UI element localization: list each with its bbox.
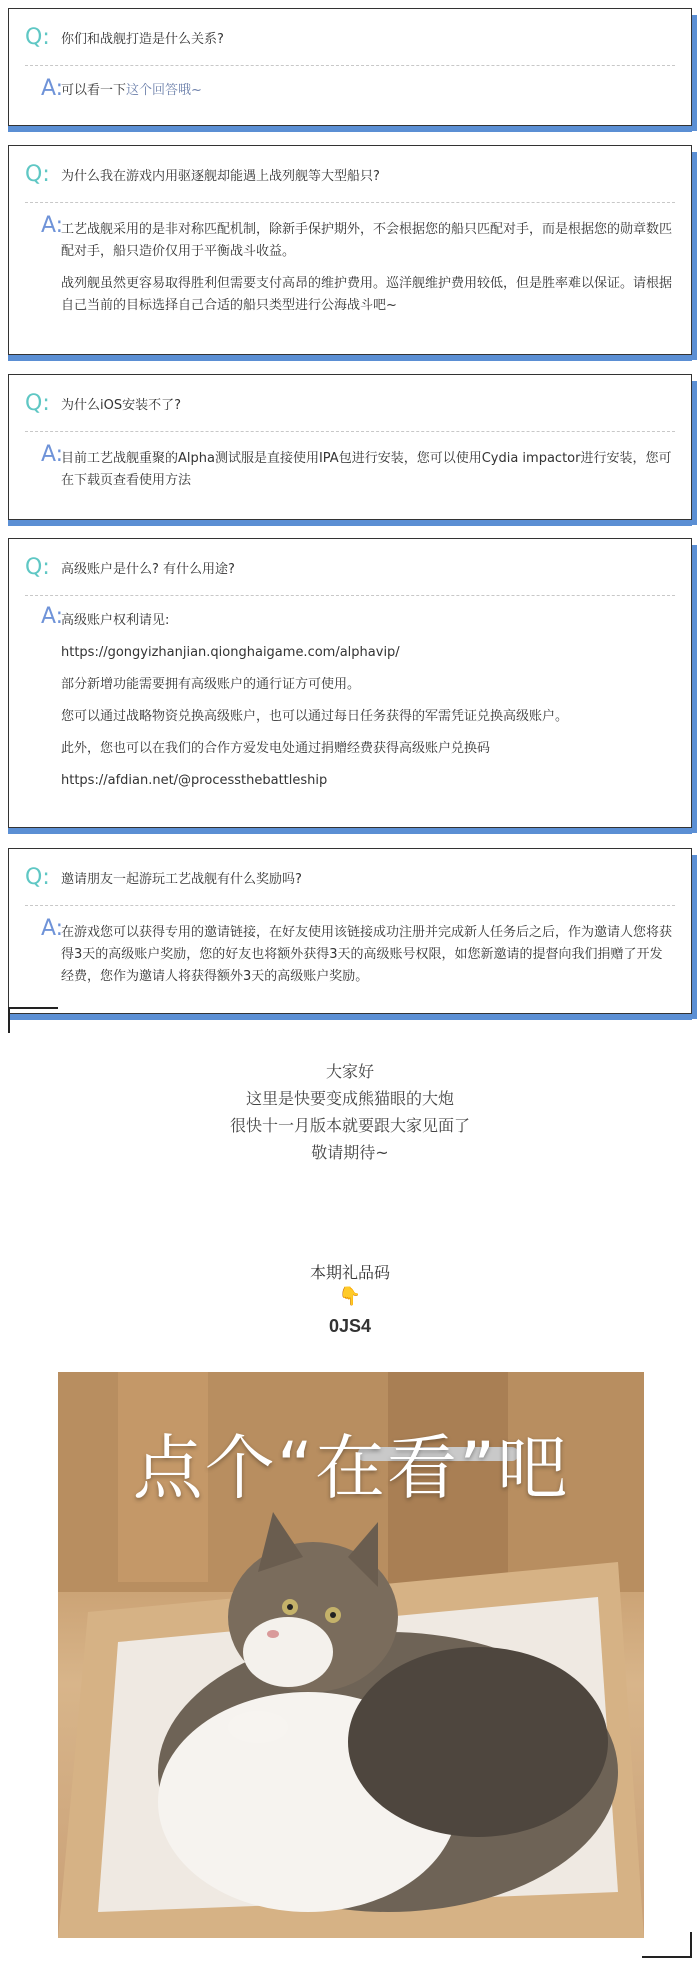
vip-link[interactable]: https://gongyizhanjian.qionghaigame.com/alphavip/ bbox=[61, 645, 400, 660]
answer-paragraph: 战列舰虽然更容易取得胜利但需要支付高昂的维护费用。巡洋舰维护费用较低，但是胜率难以保证。请根据自己当前的目标选择自己合适的船只类型进行公海战斗吧~ bbox=[61, 276, 673, 313]
answer-paragraph: 您可以通过战略物资兑换高级账户，也可以通过每日任务获得的军需凭证兑换高级账户。 bbox=[61, 709, 569, 724]
answer-paragraph: 工艺战舰采用的是非对称匹配机制，除新手保护期外，不会根据您的船只匹配对手，而是根据您的勋章数匹配对手，船只造价仅用于平衡战斗收益。 bbox=[61, 222, 673, 259]
answer-paragraph: 部分新增功能需要拥有高级账户的通行证方可使用。 bbox=[61, 677, 361, 692]
answer-paragraph: 此外，您也可以在我们的合作方爱发电处通过捐赠经费获得高级账户兑换码 bbox=[61, 741, 491, 756]
question-text: 你们和战舰打造是什么关系? bbox=[61, 31, 224, 47]
answer-link[interactable]: 这个回答哦~ bbox=[126, 83, 202, 98]
question-marker: Q: bbox=[25, 24, 50, 50]
faq-card-2 bbox=[8, 145, 692, 355]
afdian-link[interactable]: https://afdian.net/@processthebattleship bbox=[61, 773, 328, 788]
faq-card-1 bbox=[8, 8, 692, 126]
cat-photo bbox=[58, 1372, 644, 1938]
question-row bbox=[25, 849, 675, 906]
answer-text: 可以看一下 bbox=[61, 83, 127, 98]
answer-row bbox=[25, 203, 675, 331]
intro-line: 大家好 bbox=[325, 1062, 374, 1081]
question-marker: Q: bbox=[25, 161, 50, 187]
question-row bbox=[25, 375, 675, 432]
pointing-down-hand-icon: 👇 bbox=[338, 1286, 362, 1307]
answer-row bbox=[25, 906, 675, 1002]
question-row bbox=[25, 539, 675, 596]
answer-paragraph: 高级账户权利请见: bbox=[61, 613, 170, 628]
photo-caption: 点个“在看”吧 bbox=[132, 1427, 570, 1509]
answer-marker: A: bbox=[41, 76, 64, 101]
intro-line: 这里是快要变成熊猫眼的大炮 bbox=[245, 1089, 454, 1108]
intro-message bbox=[0, 1058, 700, 1166]
gift-code: 0JS4 bbox=[328, 1316, 372, 1336]
question-marker: Q: bbox=[25, 554, 50, 580]
answer-marker: A: bbox=[41, 604, 64, 629]
gift-code-title: 本期礼品码 bbox=[309, 1263, 390, 1282]
answer-marker: A: bbox=[41, 213, 64, 238]
question-text: 为什么iOS安装不了? bbox=[61, 397, 181, 413]
question-text: 高级账户是什么? 有什么用途? bbox=[61, 561, 235, 577]
question-row bbox=[25, 146, 675, 203]
answer-row bbox=[25, 596, 675, 806]
answer-paragraph: 在游戏您可以获得专用的邀请链接，在好友使用该链接成功注册并完成新人任务后之后，作为邀请人您将获得3天的高级账户奖励，您的好友也将额外获得3天的高级账号权限，如您新邀请的提督向我们捐赠了开发经费，您作为邀请人将获得额外3天的高级账户奖励。 bbox=[61, 925, 673, 984]
question-marker: Q: bbox=[25, 864, 50, 890]
corner-bracket-top-left bbox=[8, 1007, 58, 1033]
question-row bbox=[25, 9, 675, 66]
intro-line: 敬请期待~ bbox=[311, 1143, 389, 1162]
answer-marker: A: bbox=[41, 442, 64, 467]
answer-row bbox=[25, 432, 675, 506]
corner-bracket-bottom-right bbox=[642, 1932, 692, 1958]
intro-line: 很快十一月版本就要跟大家见面了 bbox=[229, 1116, 470, 1135]
faq-card-3 bbox=[8, 374, 692, 520]
question-marker: Q: bbox=[25, 390, 50, 416]
faq-card-4 bbox=[8, 538, 692, 828]
answer-paragraph: 目前工艺战舰重聚的Alpha测试服是直接使用IPA包进行安装，您可以使用Cydia impactor进行安装，您可在下载页查看使用方法 bbox=[61, 451, 672, 488]
faq-card-5 bbox=[8, 848, 692, 1014]
answer-marker: A: bbox=[41, 916, 64, 941]
question-text: 邀请朋友一起游玩工艺战舰有什么奖励吗? bbox=[61, 871, 302, 887]
question-text: 为什么我在游戏内用驱逐舰却能遇上战列舰等大型船只? bbox=[61, 168, 380, 184]
answer-row bbox=[25, 66, 675, 116]
